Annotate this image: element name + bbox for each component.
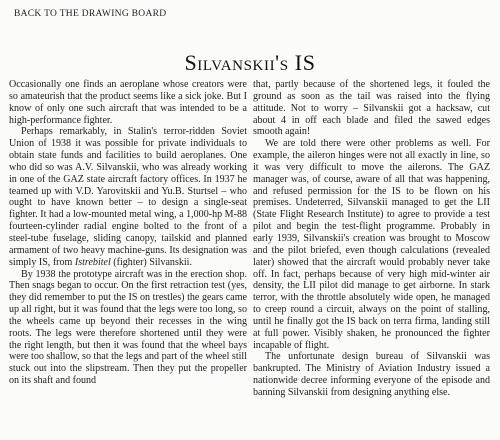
left-column — [9, 79, 247, 387]
istrebitel-term: Istrebitel — [74, 256, 111, 268]
paragraph-snags: By 1938 the prototype aircraft was in the erection shop. Then snags began to occur. On the first retraction test (yes, they did remember to put the IS on trestles) the gears came up all right, but it was found that the legs were too long, so the wheels came up beyond their recesses in the wing roots. The legs were therefore shortened until they were the right length, but then it was found that the wheel bays were too shallow, so that the legs and part of the wheel still stuck out into the slipstream. Then they put the propeller on its shaft and found — [9, 268, 247, 387]
article-title: Silvanskii's IS — [184, 50, 316, 75]
paragraph-test-flight: We are told there were other problems as well. For example, the aileron hinges were not all exactly in line, so it was very difficult to move the ailerons. The GAZ manager was, of course, aware of all that was happening, and refused permission for the IS to be flown on his premises. Undeterred, Silvanskii managed to get the LII (State Flight Research Institute) to agree to provide a test pilot and begin the test-flight programme. Probably in early 1939, Silvanskii's creation was brought to Moscow and the pilot briefed, even though calculations (revealed later) showed that the aircraft would probably never take off. In fact, perhaps because of very high mid-winter air density, the LII pilot did manage to get airborne. In stark terror, with the throttle absolutely wide open, he managed to creep round a circuit, always on the point of stalling, until he finally got the IS back on terra firma, landing still at full power. Visibly shaken, he pronounced the fighter incapable of flight. — [253, 138, 490, 351]
paragraph-propeller: that, partly because of the shortened legs, it fouled the ground as soon as the tail was raised into the flying attitude. Not to worry – Silvanskii got a hacksaw, cut about 4 in off each blade and filed the sawed edges smooth again! — [253, 79, 490, 138]
paragraph-outcome: The unfortunate design bureau of Silvanskii was bankrupted. The Ministry of Aviation Industry issued a nationwide decree informing everyone of the episode and banning Silvanskii from designing anything else. — [253, 351, 490, 398]
paragraph-design-text-b: (fighter) Silvanskii. — [110, 256, 192, 268]
running-head: BACK TO THE DRAWING BOARD — [14, 9, 167, 19]
paragraph-design-text-a: Perhaps remarkably, in Stalin's terror-ridden Soviet Union of 1938 it was possible for private individuals to obtain state funds and facilities to build aeroplanes. One who did so was A.V. Silvanskii, who was already working in one of the GAZ state aircraft factory offices. In 1937 he teamed up with V.D. Yarovitskii and Yu.B. Sturtsel – who ought to have known better – to design a single-seat fighter. It had a low-mounted metal wing, a 1,000-hp M-88 fourteen-cylinder radial engine bolted to the front of a steel-tube fuselage, sliding canopy, tailskid and planned armament of two heavy machine-guns. Its designation was simply IS, from — [9, 126, 247, 268]
right-column — [253, 79, 490, 399]
paragraph-intro: Occasionally one finds an aeroplane whose creators were so amateurish that the product seems like a sick joke. But I know of only one such aircraft that was intended to be a high-performance fighter. — [9, 79, 247, 126]
paragraph-design — [9, 126, 247, 268]
